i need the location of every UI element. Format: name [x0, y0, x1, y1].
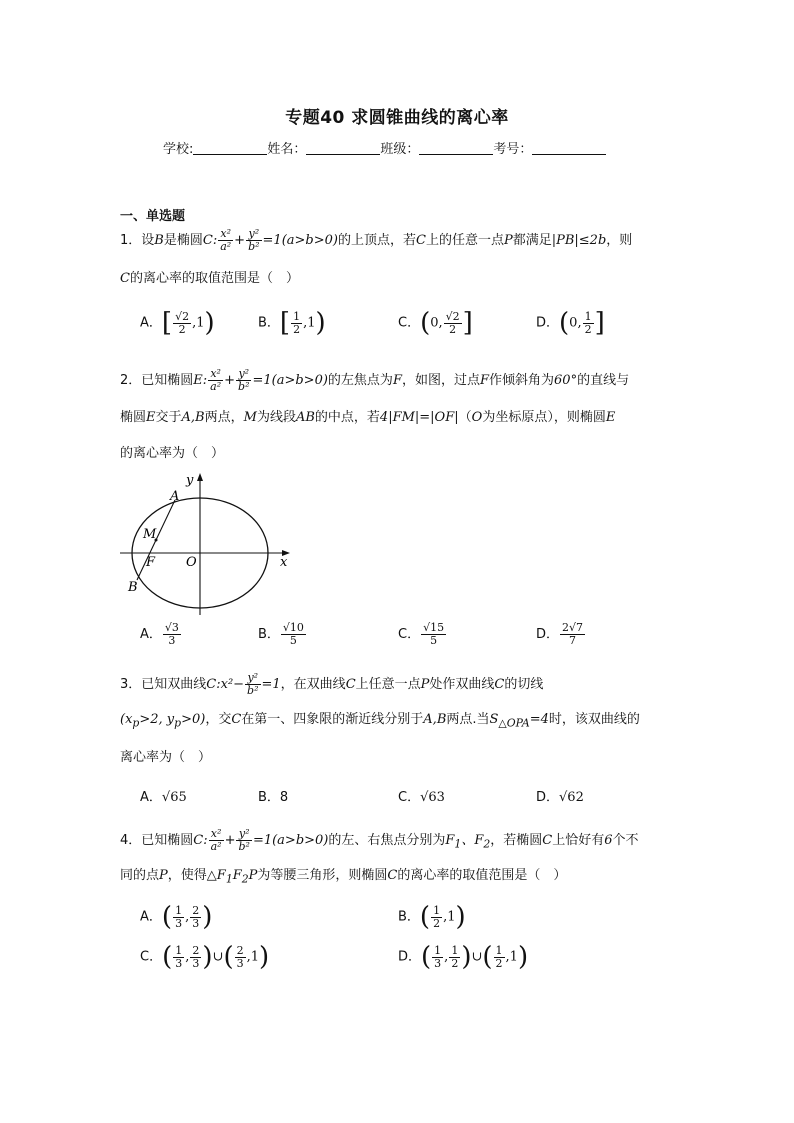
- section-heading: 一、单选题: [120, 209, 186, 224]
- q3-text: 上任意一点: [355, 677, 421, 692]
- number-blank[interactable]: [532, 141, 606, 155]
- page-title: 专题40 求圆锥曲线的离心率: [285, 108, 509, 128]
- school-label: 学校:: [163, 142, 194, 157]
- q3-text: 在第一、四象限的渐近线分别于: [241, 712, 424, 727]
- question-3: 3．已知双曲线C:x²− $\frac{\text{y²}}{\text{b²}}$ =1，在双曲线C上任意一点P处作双曲线C的切线: [120, 671, 544, 697]
- q4-text: 同的点: [120, 868, 160, 883]
- q2-text: 为坐标原点），则椭圆: [482, 410, 606, 425]
- q2-text: 交于: [155, 410, 182, 425]
- name-blank[interactable]: [306, 141, 380, 155]
- q2-option-d[interactable]: D． $\frac{2√7}{7}$: [536, 621, 584, 647]
- q1-math: C: [120, 271, 130, 286]
- class-label: 班级：: [380, 142, 420, 157]
- option-label: D．: [398, 949, 422, 965]
- q2-option-a[interactable]: A． $\frac{√3}{3}$: [140, 621, 179, 647]
- q4-text: ，使得: [167, 868, 207, 883]
- q4-text: 4．已知椭圆: [120, 833, 194, 848]
- q3-option-c[interactable]: C．√63: [398, 790, 445, 805]
- class-blank[interactable]: [419, 141, 493, 155]
- label-a: A: [170, 489, 180, 504]
- q1-option-d[interactable]: D．(0, $\frac{1}{2}$ ]: [536, 308, 605, 338]
- q2-text: （: [458, 410, 472, 425]
- label-o: O: [186, 555, 197, 570]
- q1-option-b[interactable]: B．[ $\frac{1}{2}$ ,1): [258, 308, 326, 338]
- q1-text: ，则: [606, 233, 633, 248]
- q1-text: 的离心率的取值范围是（ ）: [129, 271, 299, 286]
- q2-text: 椭圆: [120, 410, 147, 425]
- option-label: B．: [398, 909, 420, 925]
- q3-text: ，交: [205, 712, 232, 727]
- q1-math: B: [154, 233, 164, 248]
- question-3-line3: [120, 750, 680, 766]
- q2-text: 的直线与: [577, 373, 630, 388]
- school-blank[interactable]: [193, 141, 267, 155]
- q1-math: C: [415, 233, 426, 248]
- q3-option-b[interactable]: [258, 786, 288, 805]
- q1-fraction: $\frac{\text{y²}}{\text{b²}}$: [248, 227, 260, 253]
- option-label: B．8: [258, 790, 289, 805]
- q1-text: 都满足: [512, 233, 552, 248]
- q2-text: 的中点，若: [314, 410, 380, 425]
- label-y: y: [186, 473, 194, 488]
- option-label: A．: [140, 627, 162, 642]
- q2-text: 的离心率为（ ）: [120, 446, 225, 461]
- label-x: x: [280, 555, 288, 570]
- name-label: 姓名：: [267, 142, 307, 157]
- q1-text: 1．设: [120, 233, 155, 248]
- question-4: 4．已知椭圆C: $\frac{\text{x²}}{\text{a²}}$ + $\frac{\text{y²}}{\text{b²}}$ =1(a>b>0)的左、右焦点分别为$F_1$、$F_2$，若椭圆C上恰好有6个不: [120, 827, 639, 853]
- question-4-line2: 同的点P，使得$\triangle F_1F_2P$为等腰三角形，则椭圆C的离心率的取值范围是（ ）: [120, 868, 567, 886]
- question-1: 1．设B是椭圆C: $\frac{\text{x²}}{\text{a²}}$ + $\frac{\text{y²}}{\text{b²}}$ =1(a>b>0)的上顶点，若C上的任意一点P都满足|PB|≤2b，则: [120, 227, 633, 253]
- ellipse-figure: [118, 470, 298, 618]
- option-label: C．: [140, 949, 163, 965]
- q3-text: ，在双曲线: [280, 677, 346, 692]
- option-label: A．: [140, 909, 162, 925]
- label-f: F: [146, 555, 156, 570]
- number-label: 考号：: [493, 142, 533, 157]
- option-label: D．: [536, 627, 560, 642]
- question-2-line2: 椭圆E交于A,B两点，M为线段AB的中点，若4|FM|=|OF|（O为坐标原点），则椭圆E: [120, 410, 616, 425]
- q1-text: 是椭圆: [163, 233, 203, 248]
- option-label: D．: [536, 315, 560, 331]
- q4-text: ，若椭圆: [490, 833, 543, 848]
- student-info-line: [163, 138, 606, 157]
- q4-option-a[interactable]: A．( $\frac{1}{3}$ , $\frac{2}{3}$ ): [140, 902, 213, 932]
- q1-math: |PB|≤2b: [551, 233, 607, 248]
- q3-text: 时，该双曲线的: [548, 712, 640, 727]
- q4-text: 为等腰三角形，则椭圆: [257, 868, 388, 883]
- question-2-line3: [120, 446, 680, 462]
- q2-text: 两点，: [204, 410, 244, 425]
- question-1-line2: [120, 271, 680, 287]
- q4-option-b[interactable]: B．( $\frac{1}{2}$ ,1): [398, 902, 466, 932]
- option-label: C．: [398, 315, 421, 331]
- option-label: B．: [258, 627, 280, 642]
- q4-option-c[interactable]: C．( $\frac{1}{3}$ , $\frac{2}{3}$ )∪( $\frac{2}{3}$ ,1): [140, 942, 270, 972]
- y-axis-arrow-icon: [197, 473, 203, 481]
- q1-fraction: $\frac{\text{x²}}{\text{a²}}$: [220, 227, 232, 253]
- q4-text: 的离心率的取值范围是（ ）: [397, 868, 567, 883]
- option-label: B．: [258, 315, 280, 331]
- q3-text: 两点.当: [446, 712, 490, 727]
- option-label: D．: [536, 790, 560, 805]
- q1-option-c[interactable]: C．(0, $\frac{√2}{2}$ ]: [398, 308, 473, 338]
- q2-text: 的左焦点为: [327, 373, 393, 388]
- question-3-line2: ($x_p>2$, $y_p>0$)，交C在第一、四象限的渐近线分别于A,B两点.当$S_{\triangle OPA}=4$时，该双曲线的: [120, 712, 640, 730]
- option-label: C．: [398, 627, 421, 642]
- q4-text: 上恰好有: [552, 833, 605, 848]
- q3-text: 离心率为（ ）: [120, 750, 212, 765]
- q1-option-a[interactable]: A．[ $\frac{√2}{2}$ ,1): [140, 308, 215, 338]
- q2-text: 作倾斜角为: [489, 373, 555, 388]
- label-m: M: [143, 527, 157, 542]
- option-label: C．: [398, 790, 421, 805]
- q2-text: ，如图，过点: [401, 373, 480, 388]
- q4-text: 个不: [612, 833, 639, 848]
- q4-text: 的左、右焦点分别为: [328, 833, 446, 848]
- q3-text: 3．已知双曲线: [120, 677, 207, 692]
- q1-math: P: [503, 233, 513, 248]
- q1-math: :: [212, 233, 218, 248]
- question-2: 2．已知椭圆E: $\frac{\text{x²}}{\text{a²}}$ + $\frac{\text{y²}}{\text{b²}}$ =1(a>b>0)的左焦点为F，如图，过点F作倾斜角为60°的直线与: [120, 367, 630, 393]
- q2-option-c[interactable]: C． $\frac{√15}{5}$: [398, 621, 445, 647]
- q1-text: 上的任意一点: [425, 233, 504, 248]
- q3-option-a[interactable]: A．√65: [140, 790, 187, 805]
- label-b: B: [128, 580, 138, 595]
- q1-text: 的上顶点，若: [337, 233, 416, 248]
- q1-math: =1(a>b>0): [262, 233, 338, 248]
- q4-option-d[interactable]: D．( $\frac{1}{3}$ , $\frac{1}{2}$ )∪( $\frac{1}{2}$ ,1): [398, 942, 529, 972]
- q1-math: C: [202, 233, 213, 248]
- option-label: A．: [140, 315, 162, 331]
- q2-text: 为线段: [256, 410, 296, 425]
- q3-text: 处作双曲线: [429, 677, 495, 692]
- q2-option-b[interactable]: B． $\frac{√10}{5}$: [258, 621, 304, 647]
- q2-text: 2．已知椭圆: [120, 373, 194, 388]
- q3-text: 的切线: [504, 677, 544, 692]
- option-label: A．: [140, 790, 162, 805]
- q3-option-d[interactable]: D．√62: [536, 790, 584, 805]
